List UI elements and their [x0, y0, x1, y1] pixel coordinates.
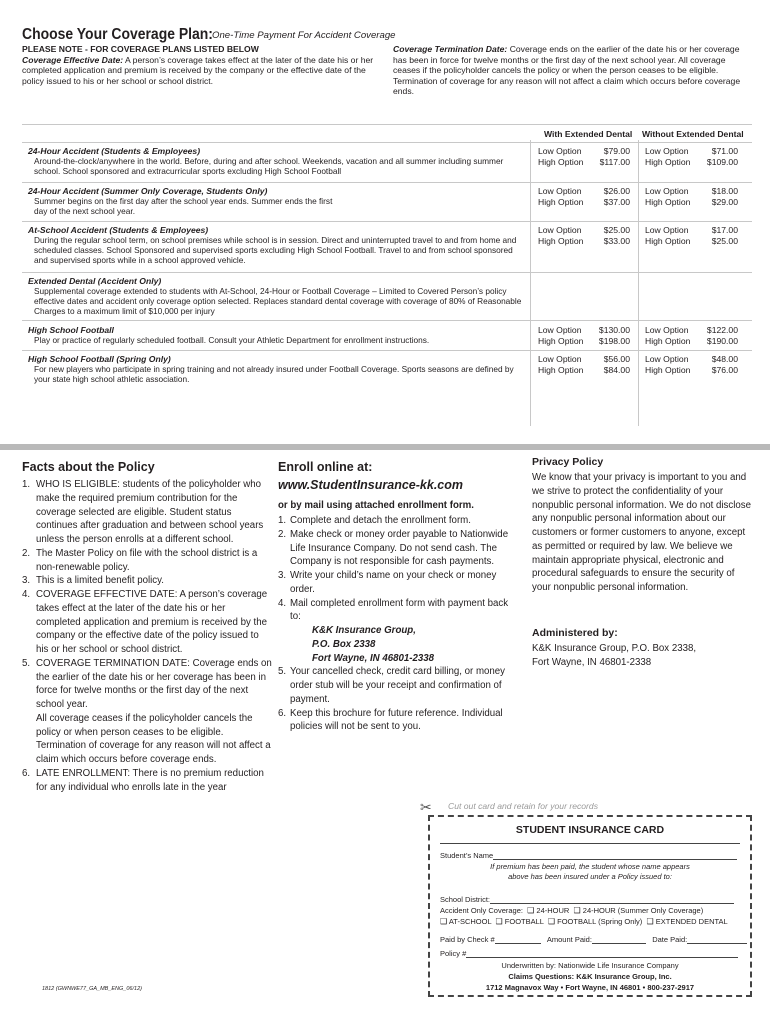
low-option-label: Low Option [538, 354, 582, 364]
item-number: 6. [278, 707, 287, 719]
low-option-label: Low Option [538, 186, 582, 196]
coverage-desc: Supplemental coverage extended to students with At-School, 24-Hour or Football Coverage – Limited to Covered Person’s policy effective dates and accident only coverage option selected. Replaces standard dental coverage with coverage of 80% of Reasonable Charges to a maximum limit of $10,000 per injury [34, 286, 522, 316]
high-option-label: High Option [645, 236, 691, 246]
accident-only-label: Accident Only Coverage: [440, 906, 523, 915]
option-label: FOOTBALL (Spring Only) [557, 917, 643, 926]
policy-field[interactable] [440, 949, 738, 958]
low-option-label: Low Option [645, 225, 689, 235]
item-number: 2. [22, 547, 31, 559]
effective-date-body: A person’s coverage takes effect at the later of the date his or her completed application and premium is received by the company or the effective date of the policy issued to his or her school or school district. [22, 54, 374, 86]
coverage-desc: During the regular school term, on school premises while school is in session. Direct and uninterrupted travel to and from home and scheduled classes. School Sponsored and supervised sports excluding High School Football. Travel to and from school sponsored and supervised sports while in a school approved vehicle. [34, 235, 517, 265]
high-option-label: High Option [538, 197, 584, 207]
item-text: LATE ENROLLMENT: There is no premium reduction for any individual who enrolls late in the year [36, 767, 264, 793]
student-name-blank[interactable] [493, 852, 737, 860]
facts-list [22, 478, 272, 794]
administered-address [532, 642, 754, 670]
option-label: AT-SCHOOL [448, 917, 492, 926]
option-label: 24-HOUR (Summer Only Coverage) [582, 906, 704, 915]
card-title-rule [440, 843, 740, 844]
col-header-with-dental: With Extended Dental [544, 129, 633, 139]
high-option-label: High Option [538, 336, 584, 346]
price-without-low: $122.00 [706, 325, 738, 335]
facts-heading: Facts about the Policy [22, 460, 155, 474]
amount-paid-blank[interactable] [592, 936, 646, 944]
high-option-label: High Option [538, 365, 584, 375]
option-label: EXTENDED DENTAL [655, 917, 728, 926]
student-insurance-card [428, 815, 752, 997]
price-without-high: $25.00 [711, 236, 738, 246]
high-option-label: High Option [645, 197, 691, 207]
item-text: Mail completed enrollment form with payment back to: [290, 597, 509, 623]
item-text-extra: All coverage ceases if the policyholder cancels the policy or when person ceases to be eligible. Termination of coverage for any reason will not affect a claim which occurs before coverage ends. [36, 712, 271, 765]
enroll-heading: Enroll online at: [278, 460, 373, 474]
coverage-desc: For new players who participate in spring training and not already insured under Football Coverage. Sports seasons are defined by your state high school athletic association. [34, 364, 514, 384]
mail-address-line: Fort Wayne, IN 46801-2338 [312, 652, 435, 664]
item-text: Write your child’s name on your check or money order. [290, 570, 497, 595]
list-item [278, 597, 518, 666]
item-text: Complete and detach the enrollment form. [290, 515, 471, 526]
row-rule [22, 320, 752, 321]
coverage-row [22, 225, 752, 273]
coverage-row [22, 186, 752, 220]
mail-address-line: P.O. Box 2338 [312, 638, 376, 650]
checkbox-icon[interactable]: ❑ [573, 906, 581, 915]
coverage-row [22, 354, 752, 394]
high-option-label: High Option [645, 157, 691, 167]
premium-note: If premium has been paid, the student whose name appears [490, 862, 690, 871]
price-with-high: $37.00 [603, 197, 630, 207]
item-number: 5. [22, 657, 31, 669]
list-item [22, 574, 272, 588]
row-rule [22, 272, 752, 273]
item-text: This is a limited benefit policy. [36, 575, 164, 587]
student-name-label: Student’s Name [440, 851, 494, 860]
list-item [278, 665, 518, 706]
coverage-desc: Summer begins on the first day after the school year ends. Summer ends the first day of the next school year. [34, 196, 333, 216]
date-paid-blank[interactable] [687, 936, 747, 944]
item-number: 3. [22, 575, 31, 587]
coverage-name: 24-Hour Accident (Students & Employees) [28, 146, 201, 156]
col-header-without-dental: Without Extended Dental [642, 129, 744, 139]
item-text: Your cancelled check, credit card billing, or money order stub will be your receipt and confirmation of payment. [290, 666, 506, 705]
high-option-label: High Option [538, 236, 584, 246]
coverage-table [22, 124, 752, 426]
item-number: 1. [22, 479, 31, 490]
coverage-options-row [440, 906, 703, 915]
item-number: 3. [278, 570, 287, 581]
item-number: 2. [278, 528, 287, 540]
item-text: COVERAGE EFFECTIVE DATE: A person’s coverage takes effect at the later of the date his or her completed application and premium is received by the company or the effective date of the policy issued to his or her school or school district. [36, 589, 268, 655]
list-item [278, 514, 518, 528]
administered-heading: Administered by: [532, 627, 618, 639]
claims-address-line: 1712 Magnavox Way • Fort Wayne, IN 46801 • 800-237-2917 [485, 983, 695, 992]
row-rule [22, 182, 752, 183]
page-subtitle: One-Time Payment For Accident Coverage [212, 30, 396, 41]
card-title: STUDENT INSURANCE CARD [515, 824, 665, 836]
low-option-label: Low Option [538, 146, 582, 156]
price-with-high: $198.00 [598, 336, 630, 346]
low-option-label: Low Option [645, 186, 689, 196]
price-without-high: $190.00 [706, 336, 738, 346]
please-note: PLEASE NOTE - FOR COVERAGE PLANS LISTED BELOW [22, 44, 259, 54]
item-text: Make check or money order payable to Nationwide Life Insurance Company. Do not send cash. The Company is not responsible for cash payments. [290, 528, 509, 568]
scissors-icon: ✂ [420, 799, 432, 815]
enroll-steps-list [278, 514, 518, 734]
coverage-name: Extended Dental (Accident Only) [28, 276, 162, 286]
price-without-low: $71.00 [711, 146, 738, 156]
list-item [22, 657, 272, 767]
checkbox-icon[interactable]: ❑ [646, 917, 654, 926]
list-item [278, 569, 518, 597]
list-item [278, 528, 518, 569]
price-without-low: $18.00 [711, 186, 738, 196]
price-with-low: $130.00 [598, 325, 630, 335]
enroll-url-link[interactable]: www.StudentInsurance-kk.com [278, 478, 463, 492]
administered-line: Fort Wayne, IN 46801-2338 [532, 656, 652, 668]
item-text: Keep this brochure for future reference. Individual policies will not be sent to you. [290, 707, 503, 733]
administered-line: K&K Insurance Group, P.O. Box 2338, [532, 643, 697, 654]
option-label: FOOTBALL [504, 917, 544, 926]
list-item [22, 588, 272, 657]
coverage-name: High School Football [28, 325, 114, 335]
cut-instruction: Cut out card and retain for your records [448, 801, 598, 811]
coverage-row [22, 325, 752, 351]
price-with-high: $117.00 [599, 157, 630, 167]
high-option-label: High Option [645, 336, 691, 346]
low-option-label: Low Option [645, 325, 689, 335]
row-rule [22, 350, 752, 351]
high-option-label: High Option [538, 157, 584, 167]
item-number: 4. [278, 597, 287, 609]
coverage-name: 24-Hour Accident (Summer Only Coverage, Students Only) [28, 186, 268, 196]
effective-date-text [22, 55, 377, 87]
student-name-field[interactable] [440, 851, 737, 860]
price-with-low: $25.00 [603, 225, 630, 235]
list-item [22, 547, 272, 575]
enroll-mail-subheading: or by mail using attached enrollment form. [278, 500, 474, 511]
price-with-low: $26.00 [603, 186, 630, 196]
price-with-low: $79.00 [603, 146, 630, 156]
coverage-desc: Around-the-clock/anywhere in the world. Before, during and after school. Weekends, vacation and all summer including summer school. School sponsored and extracurricular sports excluding High School Football [34, 156, 504, 176]
price-with-low: $56.00 [603, 354, 630, 364]
termination-date-body: Coverage ends on the earlier of the date his or her coverage has been in force for twelve months or the first day of the next school year. All coverage ceases if the policyholder cancels the policy or when the person ceases to be eligible. Termination of coverage for any reason will not affect a claim which occurs before coverage ends. [393, 44, 741, 97]
termination-date-label: Coverage Termination Date: [393, 44, 508, 54]
price-without-high: $29.00 [711, 197, 738, 207]
item-text: WHO IS ELIGIBLE: students of the policyholder who make the required premium contribution for the coverage selected are eligible. Student status continues after graduation and between school years unless the person enrolls at a different school. [36, 479, 264, 545]
effective-date-label: Coverage Effective Date: [22, 54, 124, 65]
checkbox-icon[interactable]: ❑ [495, 917, 503, 926]
underwriter-line: Underwritten by: Nationwide Life Insurance Company [501, 961, 679, 970]
check-number-blank[interactable] [495, 936, 541, 944]
page-title: Choose Your Coverage Plan: [22, 26, 213, 43]
effective-date-block [22, 44, 377, 86]
coverage-name: At-School Accident (Students & Employees) [28, 225, 209, 235]
policy-label: Policy # [440, 949, 467, 958]
row-rule [22, 142, 752, 143]
premium-note: above has been insured under a Policy issued to: [508, 872, 672, 881]
school-district-label: School District: [440, 895, 491, 904]
high-option-label: High Option [645, 365, 691, 375]
price-without-high: $109.00 [706, 157, 738, 167]
low-option-label: Low Option [538, 225, 582, 235]
option-label: 24-HOUR [536, 906, 570, 915]
item-number: 5. [278, 666, 287, 678]
item-number: 1. [278, 515, 287, 526]
coverage-row [22, 146, 752, 182]
coverage-options-row [440, 917, 728, 926]
low-option-label: Low Option [645, 146, 689, 156]
coverage-desc: Play or practice of regularly scheduled football. Consult your Athletic Department for enrollment instructions. [34, 335, 430, 345]
list-item [278, 707, 518, 735]
claims-line: Claims Questions: K&K Insurance Group, Inc. [508, 972, 672, 981]
list-item [22, 767, 272, 795]
price-without-high: $76.00 [711, 365, 738, 375]
item-number: 6. [22, 767, 31, 779]
payment-row [440, 935, 747, 944]
low-option-label: Low Option [538, 325, 582, 335]
checkbox-icon[interactable]: ❑ [440, 917, 448, 926]
school-district-field[interactable] [440, 895, 734, 904]
paid-by-check-label: Paid by Check # [440, 935, 495, 944]
coverage-name: High School Football (Spring Only) [28, 354, 171, 364]
list-item [22, 478, 272, 547]
price-with-high: $33.00 [603, 236, 630, 246]
low-option-label: Low Option [645, 354, 689, 364]
mail-address-line: K&K Insurance Group, [312, 625, 416, 636]
checkbox-icon[interactable]: ❑ [547, 917, 556, 926]
termination-date-block [393, 44, 753, 97]
school-district-blank[interactable] [490, 896, 734, 904]
price-with-high: $84.00 [603, 365, 630, 375]
checkbox-icon[interactable]: ❑ [527, 906, 535, 915]
item-text: COVERAGE TERMINATION DATE: Coverage ends on the earlier of the date his or her coverage has been in force for twelve months or the first day of the next school year. [36, 657, 272, 710]
table-top-rule [22, 124, 752, 125]
policy-blank[interactable] [466, 950, 738, 958]
privacy-heading: Privacy Policy [532, 456, 604, 468]
privacy-text: We know that your privacy is important to you and we strive to protect the confidentiality of your nonpublic personal information. We do not disclose any nonpublic personal information about our customers or former customers to anyone, except as permitted or required by law. We believe we maintain appropriate physical, electronic and procedural safeguards to ensure the security of your nonpublic personal information. [532, 472, 751, 593]
section-divider [0, 444, 770, 450]
price-without-low: $17.00 [711, 225, 738, 235]
date-paid-label: Date Paid: [652, 935, 688, 944]
form-number: 1812 (GWNWE77_GA_MB_ENG_06/12) [42, 986, 142, 992]
row-rule [22, 221, 752, 222]
amount-paid-label: Amount Paid: [546, 935, 592, 944]
item-number: 4. [22, 589, 31, 600]
item-text: The Master Policy on file with the school district is a non-renewable policy. [36, 547, 258, 573]
price-without-low: $48.00 [711, 354, 738, 364]
coverage-row [22, 276, 752, 322]
